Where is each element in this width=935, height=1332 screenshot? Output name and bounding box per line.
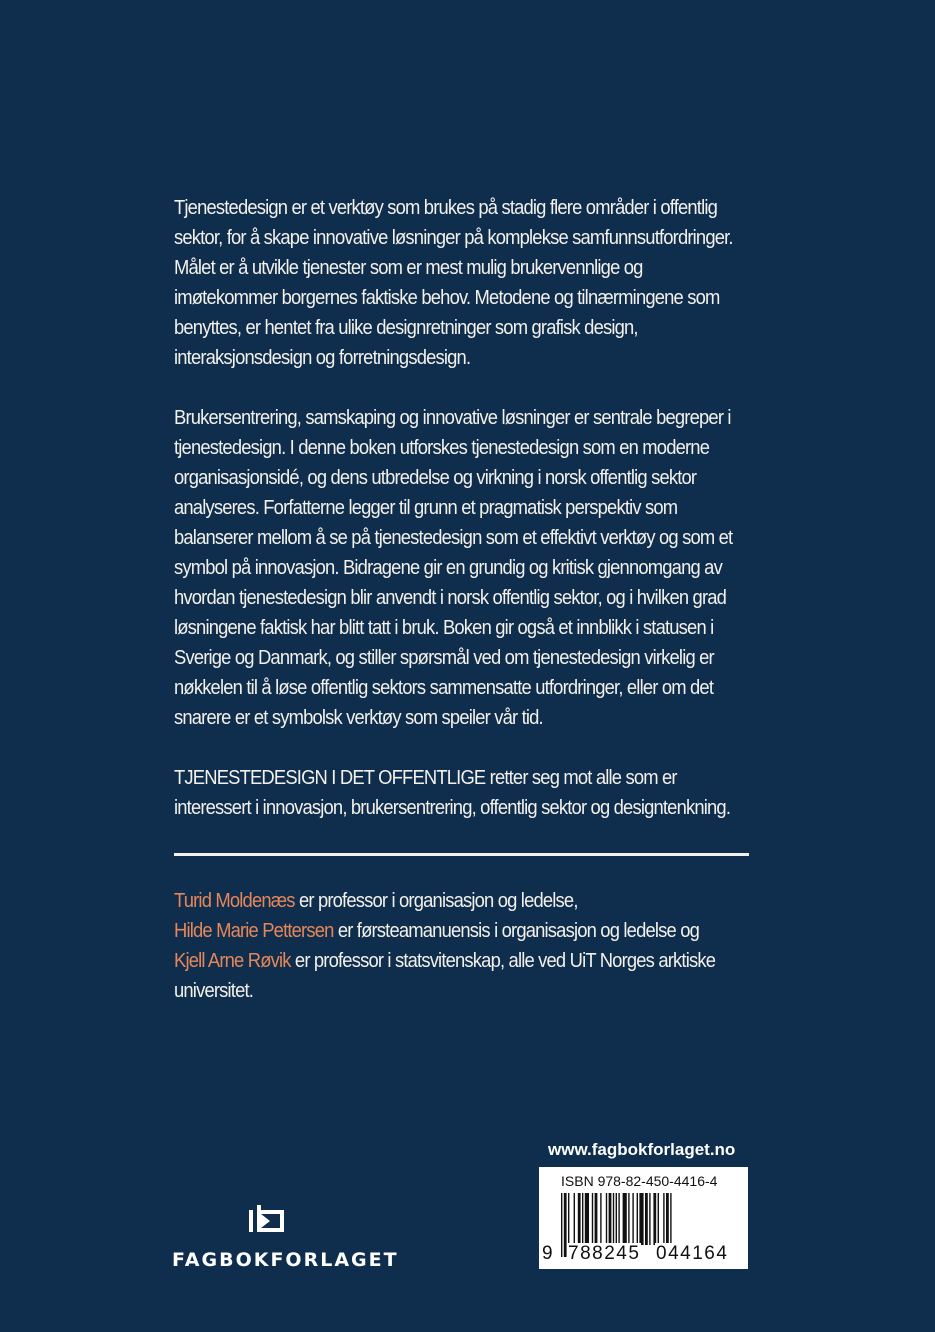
author-bios [174,886,749,1006]
barcode-bar [592,1193,593,1245]
barcode-bar [568,1193,569,1245]
barcode-bar [600,1193,601,1245]
barcode-digits-right: 044164 [656,1243,729,1264]
barcode-bar [653,1193,656,1245]
barcode-bar [582,1193,583,1245]
barcode-bar [658,1193,659,1245]
author-name-turid-moldenaes: Turid Moldenæs [174,890,295,912]
barcode-bar [637,1193,638,1245]
barcode-bar [613,1193,614,1245]
fagbokforlaget-logo-icon [248,1205,288,1235]
description-paragraph-2: Brukersentrering, samskaping og innovative løsninger er sentrale begreper i tjenestedesign. I denne boken utforskes tjenestedesign som en moderne organisasjonsidé, og dens utbredelse og virkning i norsk offentlig sektor analyseres. Forfatterne legger til grunn et pragmatisk perspektiv som balanserer mellom å se på tjenestedesign som et effektivt verktøy og som et symbol på innovasjon. Bidragene gir en grundig og kritisk gjennomgang av hvordan tjenestedesign blir anvendt i norsk offentlig sektor, og i hvilken grad løsningene faktisk har blitt tatt i bruk. Boken gir også et innblikk i statusen i Sverige og Danmark, og stiller spørsmål ved om tjenestedesign virkelig er nøkkelen til å løse offentlig sektors sammensatte utfordringer, eller om det snarere er et symbolsk verktøy som speiler vår tid. [174,407,733,729]
description-block [174,193,749,1006]
isbn-barcode [539,1167,748,1269]
author-role-2: er førsteamanuensis i organisasjon og ledelse og [333,920,700,942]
barcode-digit-first: 9 [542,1243,553,1264]
barcode-bar [639,1193,643,1245]
barcode-bar [585,1193,589,1245]
barcode-bar [632,1193,633,1245]
barcode-bar [595,1193,598,1245]
author-name-kjell-arne-rovik: Kjell Arne Røvik [174,950,291,972]
section-divider [174,853,749,856]
publisher-logo [172,1205,399,1275]
author-role-3: er professor i statsvitenskap, alle ved UiT Norges arktiske universitet. [174,950,716,1002]
publisher-website[interactable]: www.fagbokforlaget.no [548,1140,736,1159]
author-role-1: er professor i organisasjon og ledelse, [294,890,578,912]
description-paragraph-3: TJENESTEDESIGN I DET OFFENTLIGE retter seg mot alle som er interessert i innovasjon, brukersentrering, offentlig sektor og designtenkning. [174,767,731,819]
publisher-name: FAGBOKFORLAGET [172,1249,399,1271]
barcode-bar [561,1193,562,1257]
description-paragraph-1: Tjenestedesign er et verktøy som brukes på stadig flere områder i offentlig sektor, for å skape innovative løsninger på komplekse samfunnsutfordringer. Målet er å utvikle tjenester som er mest mulig brukervennlige og imøtekommer borgernes faktiske behov. Metodene og tilnærmingene som benyttes, er hentet fra ulike designretninger som grafisk design, interaksjonsdesign og forretningsdesign. [174,197,733,369]
barcode-bar [666,1193,669,1245]
barcode-bar [663,1193,664,1245]
isbn-number: ISBN 978-82-450-4416-4 [561,1173,718,1189]
barcode-bar [606,1193,607,1245]
barcode-bar [609,1193,612,1245]
author-name-hilde-marie-pettersen: Hilde Marie Pettersen [174,920,334,942]
barcode-bar [645,1193,648,1245]
barcode-digits-left: 788245 [568,1243,641,1264]
barcode-bar [628,1193,629,1245]
barcode-bar [649,1193,650,1245]
barcode-bar [578,1193,581,1245]
barcode-bar [574,1193,575,1245]
